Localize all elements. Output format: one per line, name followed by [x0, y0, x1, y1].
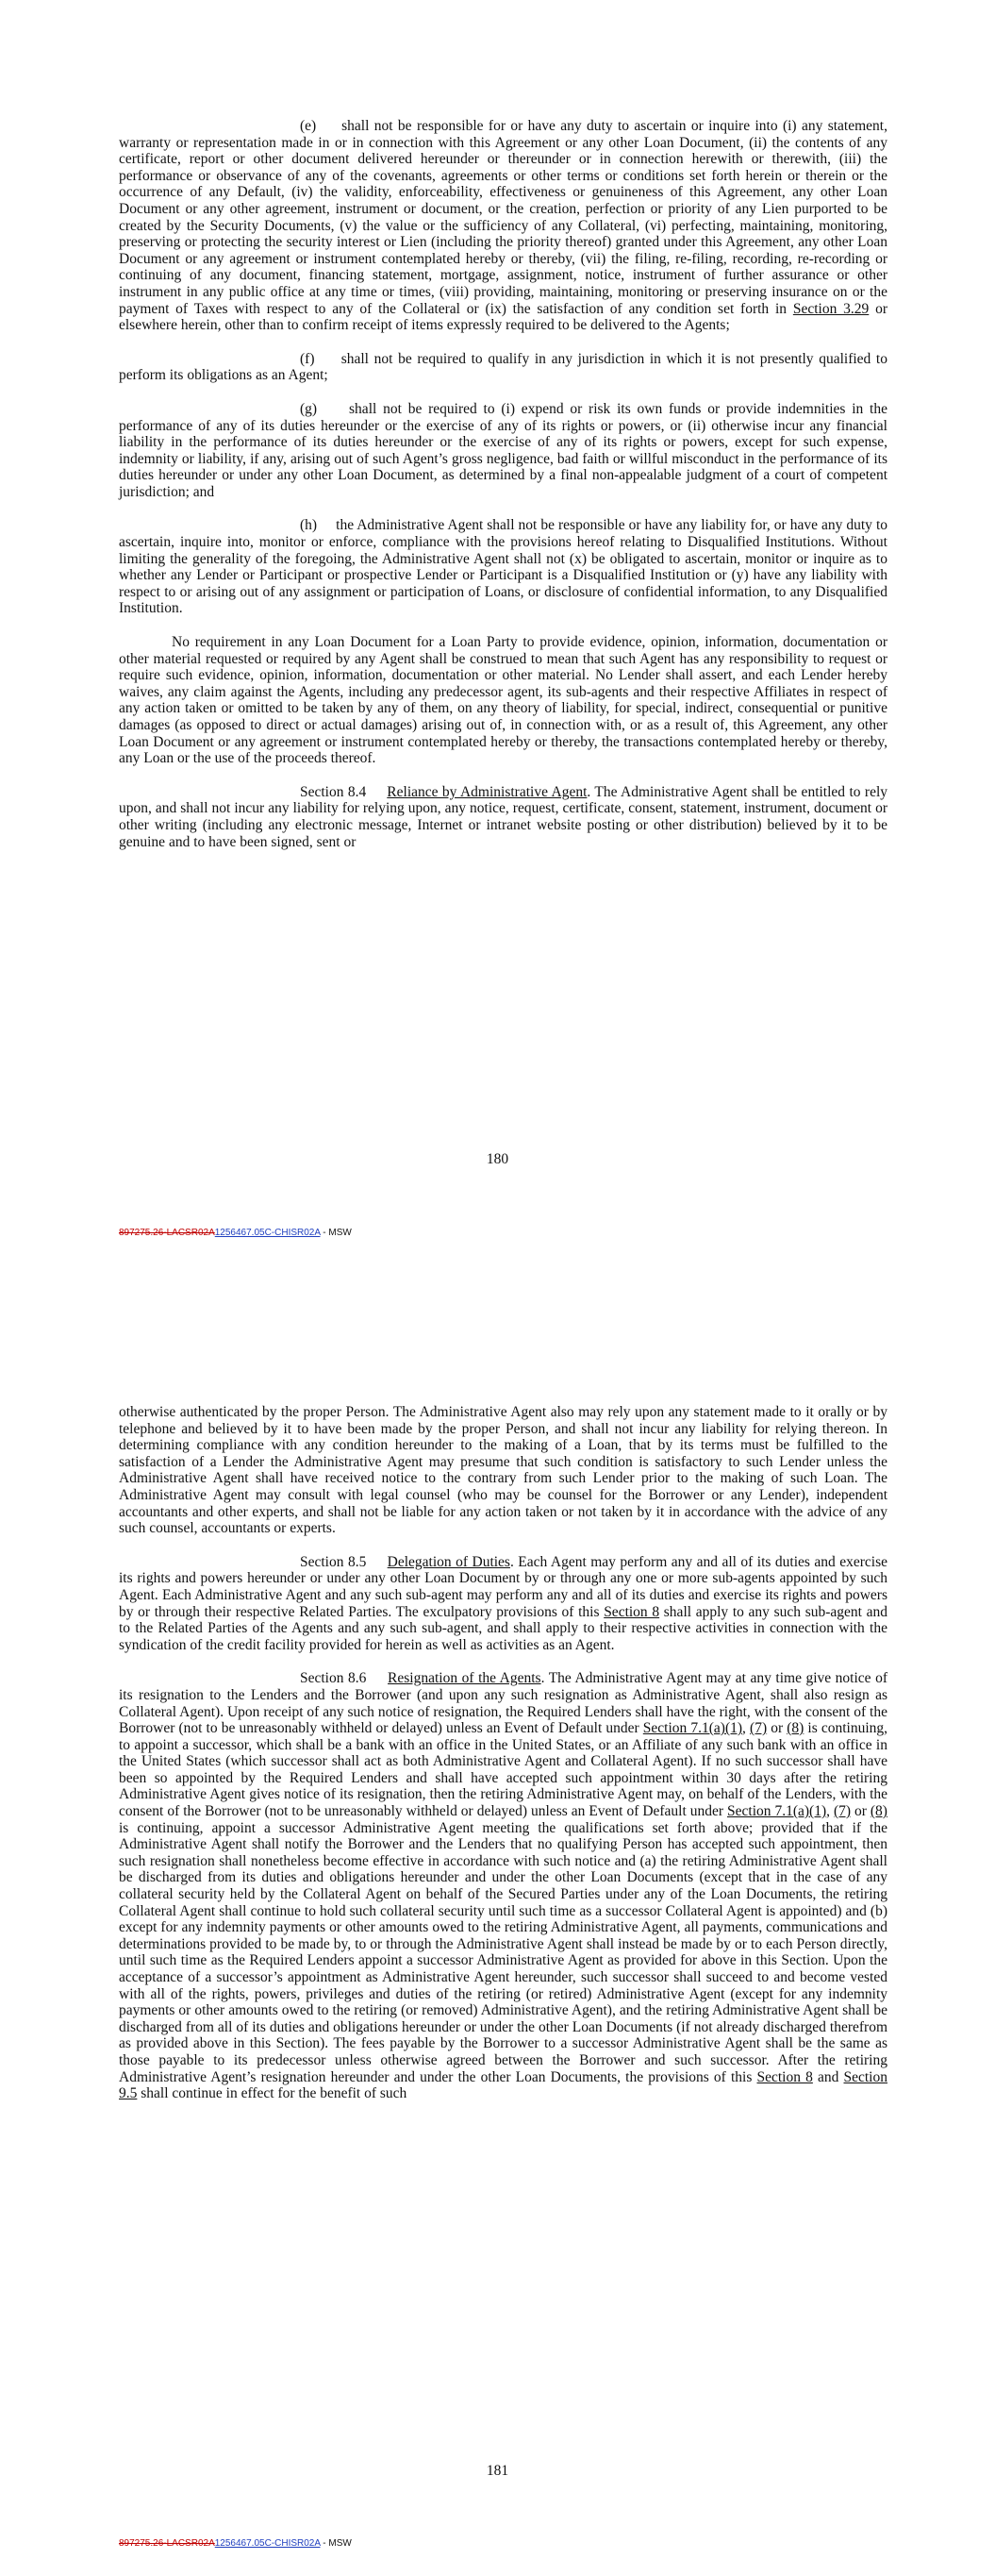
page-180-body	[119, 118, 887, 850]
clause-h: (h) the Administrative Agent shall not be responsible or have any liability for, or have any duty to ascertain, inquire into, monitor or enforce, compliance with the provisions hereof relating to Disqualified Institutions. Without limiting the generality of the foregoing, the Administrative Agent shall not (x) be obligated to ascertain, monitor or inquire as to whether any Lender or Participant or prospective Lender or Participant is a Disqualified Institution or (y) have any liability with respect to or arising out of any assignment or participation of Loans, or disclosure of confidential information, to any Disqualified Institution.	[119, 517, 887, 617]
section-ref-link[interactable]: Section 7.1(a)(1)	[727, 1803, 827, 1820]
section-heading: Delegation of Duties	[387, 1553, 510, 1570]
footer-inserted-id: 1256467.05C-CHISR02A	[214, 1228, 321, 1238]
section-8-4: Section 8.4 Reliance by Administrative Agent. The Administrative Agent shall be entitled to rely upon, and shall not incur any liability for relying upon, any notice, request, certificate, consent, statement, instrument, document or other writing (including any electronic message, Internet or intranet website posting or other distribution) believed by it to be genuine and to have been signed, sent or	[119, 783, 888, 850]
footer-inserted-id: 1256467.05C-CHISR02A	[214, 2538, 321, 2549]
paragraph-continued: otherwise authenticated by the proper Person. The Administrative Agent also may rely upon any statement made to it orally or by telephone and believed by it to have been made by the proper Person, and shall not incur any liability for relying thereon. In determining compliance with any condition hereunder to the making of a Loan, that by its terms must be fulfilled to the satisfaction of a Lender the Administrative Agent may presume that such condition is satisfactory to such Lender unless the Administrative Agent shall have received notice to the contrary from such Lender prior to the making of such Loan. The Administrative Agent may consult with legal counsel (who may be counsel for the Borrower or any Lender), independent accountants and other experts, and shall not be liable for any action taken or not taken by it in accordance with the advice of any such counsel, accountants or experts.	[119, 1404, 887, 1537]
clause-f: (f) shall not be required to qualify in any jurisdiction in which it is not presently qualified to perform its obligations as an Agent;	[119, 350, 887, 384]
section-8-6: Section 8.6 Resignation of the Agents. The Administrative Agent may at any time give notice of its resignation to the Lenders and the Borrower (and upon any such resignation as Administrative Agent, shall also resign as Collateral Agent). Upon receipt of any such notice of resignation, the Required Lenders shall have the right, with the consent of the Borrower (not to be unreasonably withheld or delayed) unless an Event of Default under Section 7.1(a)(1), (7) or (8) is continuing, to appoint a successor, which shall be a bank with an office in the United States, or an Affiliate of any such bank with an office in the United States (which successor shall act as both Administrative Agent and Collateral Agent). If no such successor shall have been so appointed by the Required Lenders and shall have accepted such appointment within 30 days after the retiring Administrative Agent gives notice of its resignation, then the retiring Administrative Agent may, on behalf of the Lenders, with the consent of the Borrower (not to be unreasonably withheld or delayed) unless an Event of Default under Section 7.1(a)(1), (7) or (8) is continuing, appoint a successor Administrative Agent meeting the qualifications set forth above; provided that if the Administrative Agent shall notify the Borrower and the Lenders that no qualifying Person has accepted such appointment, then such resignation shall nonetheless become effective in accordance with such notice and (a) the retiring Administrative Agent shall be discharged from its duties and obligations hereunder and under the other Loan Documents (except that in the case of any collateral security held by the Collateral Agent on behalf of the Secured Parties under any of the Loan Documents, the retiring Collateral Agent shall continue to hold such collateral security until such time as a successor Collateral Agent is appointed) and (b) except for any indemnity payments or other amounts owed to the retiring Administrative Agent, all payments, communications and determinations provided to be made by, to or through the Administrative Agent shall instead be made by or to each Person directly, until such time as the Required Lenders appoint a successor Administrative Agent as provided for above in this Section. Upon the acceptance of a successor’s appointment as Administrative Agent hereunder, such successor shall succeed to and become vested with all of the rights, powers, privileges and duties of the retiring (or retired) Administrative Agent (except for any indemnity payments or other amounts owed to the retiring (or removed) Administrative Agent), and the retiring Administrative Agent shall be discharged from all of its duties and obligations hereunder or under the other Loan Documents (if not already discharged therefrom as provided above in this Section). The fees payable by the Borrower to a successor Administrative Agent shall be the same as those payable to its predecessor unless otherwise agreed between the Borrower and such successor. After the retiring Administrative Agent’s resignation hereunder and under the other Loan Documents, the provisions of this Section 8 and Section 9.5 shall continue in effect for the benefit of such	[119, 1670, 888, 2102]
page-number: 181	[486, 2463, 509, 2479]
footer-deleted-id: 897275.26-LACSR02A	[119, 2538, 215, 2549]
section-ref-link[interactable]: Section 8	[756, 2068, 813, 2085]
section-ref-link[interactable]: (8)	[787, 1720, 804, 1737]
page-number: 180	[486, 1151, 509, 1167]
section-ref-link[interactable]: (8)	[870, 1803, 887, 1820]
section-heading: Reliance by Administrative Agent	[387, 783, 588, 800]
section-ref-link[interactable]: Section 7.1(a)(1)	[642, 1720, 743, 1737]
section-8-5: Section 8.5 Delegation of Duties. Each Agent may perform any and all of its duties and exercise its rights and powers hereunder or under any other Loan Document by or through any one or more sub-agents appointed by such Agent. Each Administrative Agent and any such sub-agent may perform any and all of its duties and exercise its rights and powers by or through their respective Related Parties. The exculpatory provisions of this Section 8 shall apply to any such sub-agent and to the Related Parties of the Agents and any such sub-agent, and shall apply to their respective activities in connection with the syndication of the credit facility provided for herein as well as activities as an Agent.	[119, 1553, 887, 1653]
section-ref-link[interactable]: Section 9.5	[119, 2068, 887, 2102]
page-181-body	[119, 1404, 887, 2102]
document-footer: 897275.26-LACSR02A1256467.05C-CHISR02A - MSW	[119, 2538, 352, 2549]
paragraph-no-requirement: No requirement in any Loan Document for a Loan Party to provide evidence, opinion, information, documentation or other material requested or required by any Agent shall be construed to mean that such Agent has any responsibility to request or require such evidence, opinion, information, documentation or other material. No Lender shall assert, and each Lender hereby waives, any claim against the Agents, including any predecessor agent, its sub-agents and their respective Affiliates in respect of any action taken or omitted to be taken by any of them, on any theory of liability, for special, indirect, consequential or punitive damages (as opposed to direct or actual damages) arising out of, in connection with, or as a result of, this Agreement, any other Loan Document or any agreement or instrument contemplated hereby or thereby, the transactions contemplated hereby or thereby, any Loan or the use of the proceeds thereof.	[119, 634, 887, 767]
section-ref-link[interactable]: (7)	[833, 1803, 852, 1820]
section-heading: Resignation of the Agents	[388, 1670, 541, 1687]
section-ref-link[interactable]: Section 3.29	[792, 300, 870, 317]
clause-e: (e) shall not be responsible for or have any duty to ascertain or inquire into (i) any statement, warranty or representation made in or in connection with this Agreement or any other Loan Document, (ii) the contents of any certificate, report or other document delivered hereunder or thereunder or in connection herewith or therewith, (iii) the performance or observance of any of the covenants, agreements or other terms or conditions set forth herein or therein or the occurrence of any Default, (iv) the validity, enforceability, effectiveness or genuineness of this Agreement, any other Loan Document or any other agreement, instrument or document, or the creation, perfection or priority of any Lien purported to be created by the Security Documents, (v) the value or the sufficiency of any Collateral, (vi) perfecting, maintaining, monitoring, preserving or protecting the security interest or Lien (including the priority thereof) granted under this Agreement, any other Loan Document or any agreement or instrument contemplated hereby or thereby, (vii) the filing, re-filing, recording, re-recording or continuing of any document, financing statement, mortgage, assignment, notice, instrument of further assurance or other instrument in any public office at any time or times, (viii) providing, maintaining, monitoring or preserving insurance on or the payment of Taxes with respect to any of the Collateral or (ix) the satisfaction of any condition set forth in Section 3.29 or elsewhere herein, other than to confirm receipt of items expressly required to be delivered to the Agents;	[119, 118, 887, 334]
document-footer: 897275.26-LACSR02A1256467.05C-CHISR02A - MSW	[119, 1228, 352, 1238]
section-ref-link[interactable]: (7)	[750, 1720, 768, 1737]
clause-g: (g) shall not be required to (i) expend or risk its own funds or provide indemnities in the performance of any of its duties hereunder or the exercise of any of its rights or powers, or (ii) otherwise incur any financial liability in the performance of its duties hereunder or the exercise of any of its rights or powers, except for such expense, indemnity or liability, if any, arising out of such Agent’s gross negligence, bad faith or willful misconduct in the performance of its duties hereunder or under any other Loan Document, as determined by a final non-appealable judgment of a court of competent jurisdiction; and	[119, 400, 887, 500]
page-181	[0, 1288, 995, 2576]
footer-deleted-id: 897275.26-LACSR02A	[119, 1228, 215, 1238]
section-ref-link[interactable]: Section 8	[604, 1603, 660, 1620]
